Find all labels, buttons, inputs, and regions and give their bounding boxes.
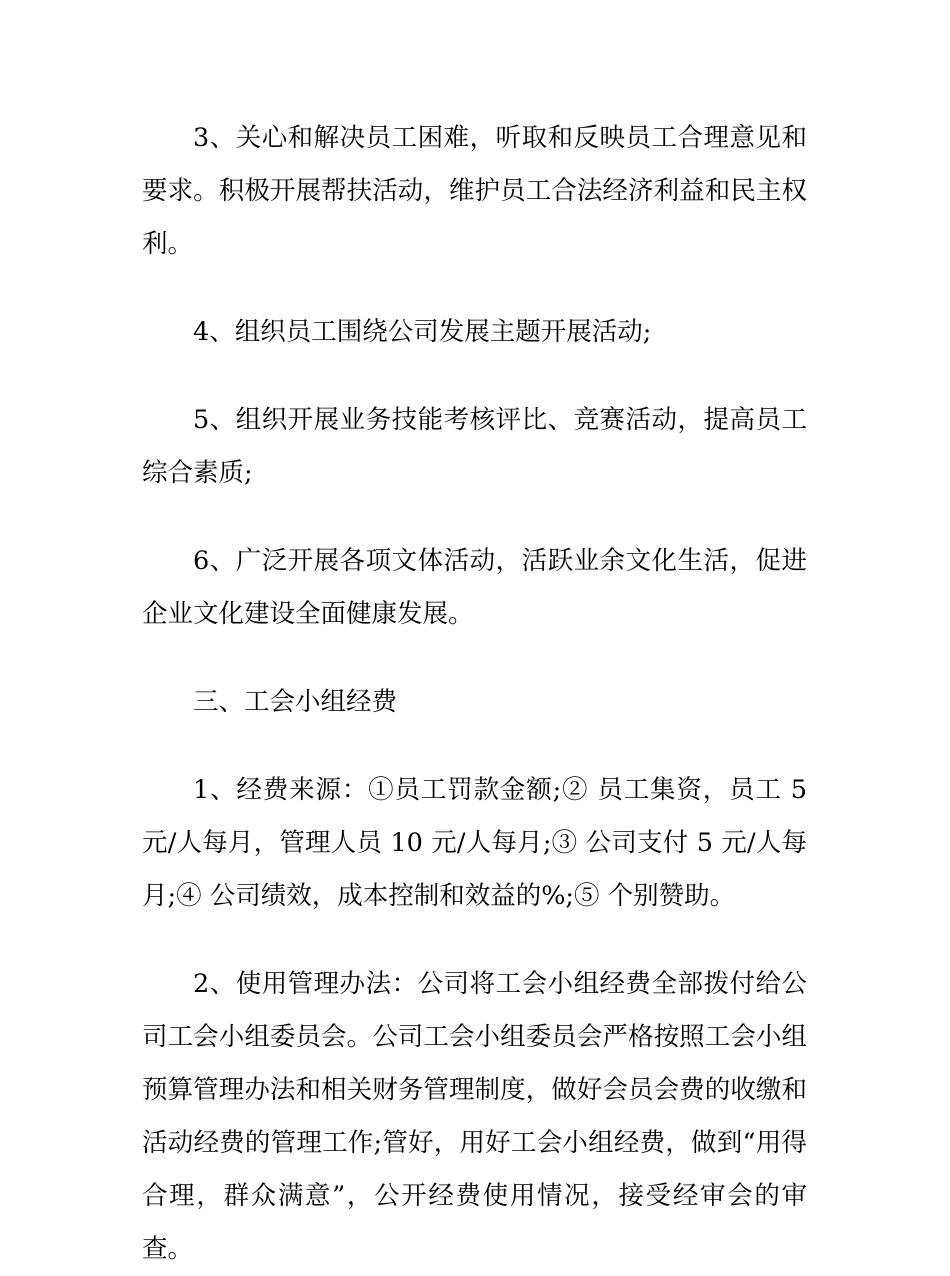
paragraph-item-4-activities: 4、组织员工围绕公司发展主题开展活动;: [193, 317, 652, 347]
paragraph-funds-source: 1、经费来源：①员工罚款金额;② 员工集资，员工 5 元/人每月，管理人员 10 元/人每月;③ 公司支付 5 元/人每月;④ 公司绩效，成本控制和效益的%;⑤ 个别赞助。: [142, 775, 807, 911]
section-heading-funds: 三、工会小组经费: [193, 687, 398, 717]
paragraph-funds-management: 2、使用管理办法：公司将工会小组经费全部拨付给公司工会小组委员会。公司工会小组委员会严格按照工会小组预算管理办法和相关财务管理制度，做好会员会费的收缴和活动经费的管理工作;管好，用好工会小组经费，做到“用得合理，群众满意”，公开经费使用情况，接受经审会的审查。: [142, 969, 807, 1264]
paragraph-item-5-skills: 5、组织开展业务技能考核评比、竞赛活动，提高员工综合素质;: [142, 405, 807, 488]
paragraph-item-3-care: 3、关心和解决员工困难，听取和反映员工合理意见和要求。积极开展帮扶活动，维护员工合法经济利益和民主权利。: [142, 123, 807, 259]
document-body: [142, 112, 807, 1276]
paragraph-item-6-culture: 6、广泛开展各项文体活动，活跃业余文化生活，促进企业文化建设全面健康发展。: [142, 546, 807, 629]
